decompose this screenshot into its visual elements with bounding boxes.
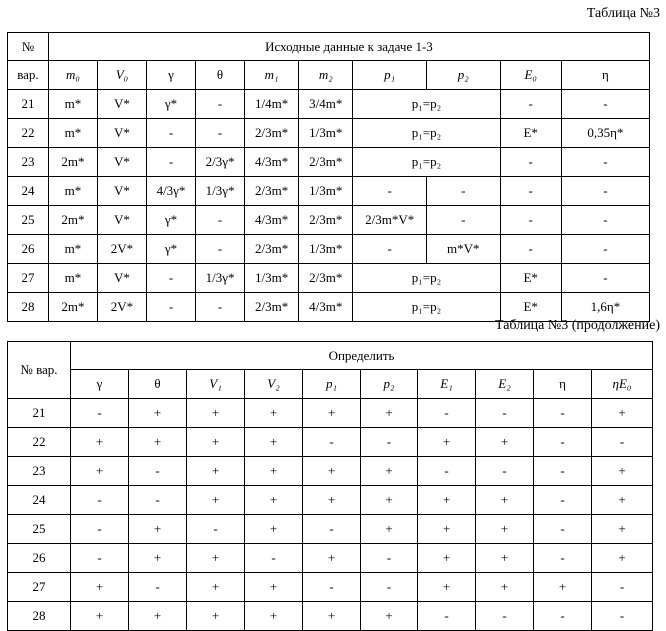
table-row: [8, 602, 653, 631]
column-header: m₁: [245, 61, 299, 90]
table-row: [8, 177, 650, 206]
group-header: Исходные данные к задаче 1-3: [48, 33, 649, 61]
table-cell: -: [592, 602, 653, 631]
column-header: V₀: [97, 61, 146, 90]
table-caption: Таблица №3: [586, 6, 660, 21]
table-row: [8, 486, 653, 515]
table-cell: +: [303, 457, 361, 486]
table-row: [8, 515, 653, 544]
table-cell: -: [361, 573, 418, 602]
table-cell: +: [476, 486, 534, 515]
table-cell: -: [426, 206, 500, 235]
variant-number: 26: [8, 235, 49, 264]
momentum-cell: p₁=p₂: [353, 293, 500, 322]
table-cell: +: [303, 486, 361, 515]
table-cell: 0,35η*: [561, 119, 649, 148]
table-cell: -: [71, 515, 129, 544]
variant-number: 23: [8, 457, 71, 486]
group-header: Определить: [71, 342, 653, 370]
table-row: [8, 235, 650, 264]
table-cell: 1/3γ*: [196, 177, 245, 206]
variant-number: 23: [8, 148, 49, 177]
table-cell: 2V*: [97, 235, 146, 264]
table-cell: +: [361, 457, 418, 486]
table-cell: +: [245, 573, 303, 602]
table-cell: -: [71, 544, 129, 573]
table-cell: +: [476, 573, 534, 602]
table-cell: m*: [48, 235, 97, 264]
table-cell: 1/3m*: [299, 235, 353, 264]
table-cell: 1/3γ*: [196, 264, 245, 293]
table-cell: +: [71, 602, 129, 631]
table-cell: +: [187, 573, 245, 602]
table-cell: γ*: [146, 90, 195, 119]
table-caption-continued: Таблица №3 (продолжение): [495, 318, 660, 333]
table-cell: 1/4m*: [245, 90, 299, 119]
momentum-cell: p₁=p₂: [353, 119, 500, 148]
variant-number: 21: [8, 90, 49, 119]
table-cell: 1/3m*: [245, 264, 299, 293]
table-cell: +: [303, 544, 361, 573]
table-cell: V*: [97, 119, 146, 148]
table-cell: +: [245, 602, 303, 631]
table-cell: +: [418, 573, 476, 602]
column-header: p₁: [353, 61, 427, 90]
table-cell: +: [303, 602, 361, 631]
table-cell: V*: [97, 148, 146, 177]
table-cell: γ*: [146, 206, 195, 235]
table-cell: +: [71, 428, 129, 457]
variant-header: №: [8, 33, 49, 61]
table-cell: m*: [48, 264, 97, 293]
table-cell: -: [534, 457, 592, 486]
table-cell: 4/3m*: [245, 148, 299, 177]
table-cell: +: [129, 399, 187, 428]
table-cell: +: [187, 544, 245, 573]
column-header: η: [534, 370, 592, 399]
column-header: m₀: [48, 61, 97, 90]
table-cell: -: [353, 235, 427, 264]
table-cell: V*: [97, 177, 146, 206]
table-cell: -: [561, 148, 649, 177]
table-cell: +: [361, 399, 418, 428]
table-cell: -: [196, 119, 245, 148]
momentum-cell: p₁=p₂: [353, 264, 500, 293]
table-cell: -: [561, 264, 649, 293]
table-cell: +: [71, 457, 129, 486]
table-cell: -: [476, 457, 534, 486]
column-header: V₁: [187, 370, 245, 399]
table-cell: +: [418, 486, 476, 515]
table-cell: -: [303, 515, 361, 544]
table-cell: +: [361, 602, 418, 631]
table-cell: E*: [500, 119, 561, 148]
table-cell: +: [245, 515, 303, 544]
variant-number: 25: [8, 515, 71, 544]
table-cell: 2/3m*: [245, 177, 299, 206]
column-header: E₂: [476, 370, 534, 399]
variant-number: 27: [8, 573, 71, 602]
table-cell: V*: [97, 90, 146, 119]
table-cell: -: [245, 544, 303, 573]
variant-header: № вар.: [8, 342, 71, 399]
table-cell: +: [361, 515, 418, 544]
table-cell: +: [476, 544, 534, 573]
table-cell: 2/3m*: [299, 148, 353, 177]
variant-number: 24: [8, 177, 49, 206]
table-cell: +: [245, 428, 303, 457]
table-cell: -: [561, 90, 649, 119]
table-cell: +: [187, 457, 245, 486]
table-cell: 2/3m*: [245, 293, 299, 322]
table-cell: +: [361, 486, 418, 515]
table-cell: -: [196, 293, 245, 322]
table-cell: 4/3m*: [299, 293, 353, 322]
table-cell: -: [71, 399, 129, 428]
table-cell: -: [500, 90, 561, 119]
table-cell: +: [245, 486, 303, 515]
table-cell: +: [476, 428, 534, 457]
table-cell: +: [303, 399, 361, 428]
table-row: [8, 119, 650, 148]
variant-number: 27: [8, 264, 49, 293]
table-cell: -: [361, 428, 418, 457]
table-cell: 4/3γ*: [146, 177, 195, 206]
table-cell: -: [418, 399, 476, 428]
table-cell: -: [129, 457, 187, 486]
table-cell: +: [129, 515, 187, 544]
table-cell: -: [534, 515, 592, 544]
table-cell: -: [303, 428, 361, 457]
variant-number: 22: [8, 428, 71, 457]
table-cell: +: [187, 602, 245, 631]
table-cell: -: [361, 544, 418, 573]
momentum-cell: p₁=p₂: [353, 90, 500, 119]
table-cell: +: [187, 399, 245, 428]
table-cell: E*: [500, 264, 561, 293]
column-header: E₀: [500, 61, 561, 90]
table-cell: -: [500, 206, 561, 235]
table-cell: 2/3γ*: [196, 148, 245, 177]
table-cell: +: [534, 573, 592, 602]
table-row: [8, 90, 650, 119]
table-cell: -: [129, 486, 187, 515]
table-cell: 2V*: [97, 293, 146, 322]
table-cell: -: [592, 573, 653, 602]
table-cell: -: [71, 486, 129, 515]
table-row: [8, 428, 653, 457]
table-cell: m*: [48, 90, 97, 119]
table-cell: -: [592, 428, 653, 457]
column-header: E₁: [418, 370, 476, 399]
table-cell: -: [146, 119, 195, 148]
table-cell: 2m*: [48, 293, 97, 322]
table-cell: 3/4m*: [299, 90, 353, 119]
table-cell: +: [187, 428, 245, 457]
table-cell: -: [561, 206, 649, 235]
header-row: [8, 342, 653, 370]
column-header: θ: [129, 370, 187, 399]
table-cell: 4/3m*: [245, 206, 299, 235]
column-header: m₂: [299, 61, 353, 90]
table-cell: -: [129, 573, 187, 602]
column-header: p₁: [303, 370, 361, 399]
table-cell: -: [534, 602, 592, 631]
table-cell: -: [196, 90, 245, 119]
table-cell: 2/3m*: [299, 206, 353, 235]
table-row: [8, 399, 653, 428]
column-header: θ: [196, 61, 245, 90]
table-cell: -: [476, 602, 534, 631]
variant-number: 28: [8, 602, 71, 631]
table-cell: γ*: [146, 235, 195, 264]
table-cell: -: [418, 602, 476, 631]
table-cell: +: [71, 573, 129, 602]
table-cell: 2m*: [48, 206, 97, 235]
table-cell: -: [146, 293, 195, 322]
table-cell: +: [418, 544, 476, 573]
table-cell: 1/3m*: [299, 177, 353, 206]
table-cell: 1/3m*: [299, 119, 353, 148]
column-header-row: [8, 370, 653, 399]
table-cell: 2/3m*: [245, 119, 299, 148]
table-cell: -: [500, 177, 561, 206]
table-cell: +: [592, 399, 653, 428]
table-cell: +: [592, 515, 653, 544]
momentum-cell: p₁=p₂: [353, 148, 500, 177]
table-cell: +: [476, 515, 534, 544]
table-cell: +: [187, 486, 245, 515]
column-header: η: [561, 61, 649, 90]
table-cell: -: [187, 515, 245, 544]
column-header: V₂: [245, 370, 303, 399]
table-cell: -: [500, 148, 561, 177]
table-cell: +: [129, 544, 187, 573]
table-cell: V*: [97, 264, 146, 293]
table-cell: +: [245, 457, 303, 486]
table-cell: m*: [48, 119, 97, 148]
variant-number: 28: [8, 293, 49, 322]
table-cell: -: [353, 177, 427, 206]
table-cell: V*: [97, 206, 146, 235]
table-cell: -: [534, 399, 592, 428]
table-row: [8, 148, 650, 177]
table-cell: -: [418, 457, 476, 486]
variant-number: 24: [8, 486, 71, 515]
column-header: p₂: [361, 370, 418, 399]
table-row: [8, 264, 650, 293]
header-row: [8, 33, 650, 61]
table-cell: m*V*: [426, 235, 500, 264]
table-cell: 2/3m*: [299, 264, 353, 293]
table-row: [8, 573, 653, 602]
column-header: p₂: [426, 61, 500, 90]
variant-header-sub: вар.: [8, 61, 49, 90]
table-cell: 2m*: [48, 148, 97, 177]
column-header-row: [8, 61, 650, 90]
table-row: [8, 544, 653, 573]
table-cell: -: [534, 428, 592, 457]
table-row: [8, 206, 650, 235]
table-cell: E*: [500, 293, 561, 322]
table-cell: -: [534, 544, 592, 573]
source-data-table: [7, 32, 650, 322]
table-cell: 2/3m*V*: [353, 206, 427, 235]
table-cell: +: [245, 399, 303, 428]
table-cell: -: [146, 264, 195, 293]
column-header: γ: [146, 61, 195, 90]
table-cell: -: [561, 235, 649, 264]
variant-number: 25: [8, 206, 49, 235]
table-cell: -: [146, 148, 195, 177]
table-cell: +: [418, 428, 476, 457]
table-cell: -: [426, 177, 500, 206]
variant-number: 26: [8, 544, 71, 573]
table-cell: +: [418, 515, 476, 544]
table-cell: -: [476, 399, 534, 428]
table-cell: +: [592, 486, 653, 515]
variant-number: 22: [8, 119, 49, 148]
table-cell: -: [303, 573, 361, 602]
column-header: ηE₀: [592, 370, 653, 399]
table-cell: -: [500, 235, 561, 264]
table-cell: m*: [48, 177, 97, 206]
table-cell: 1,6η*: [561, 293, 649, 322]
table-cell: +: [129, 602, 187, 631]
table-cell: +: [592, 544, 653, 573]
table-cell: +: [129, 428, 187, 457]
table-cell: 2/3m*: [245, 235, 299, 264]
table-cell: -: [561, 177, 649, 206]
table-row: [8, 457, 653, 486]
table-cell: -: [196, 235, 245, 264]
column-header: γ: [71, 370, 129, 399]
table-cell: -: [534, 486, 592, 515]
variant-number: 21: [8, 399, 71, 428]
table-cell: +: [592, 457, 653, 486]
table-cell: -: [196, 206, 245, 235]
determine-table: [7, 341, 653, 631]
